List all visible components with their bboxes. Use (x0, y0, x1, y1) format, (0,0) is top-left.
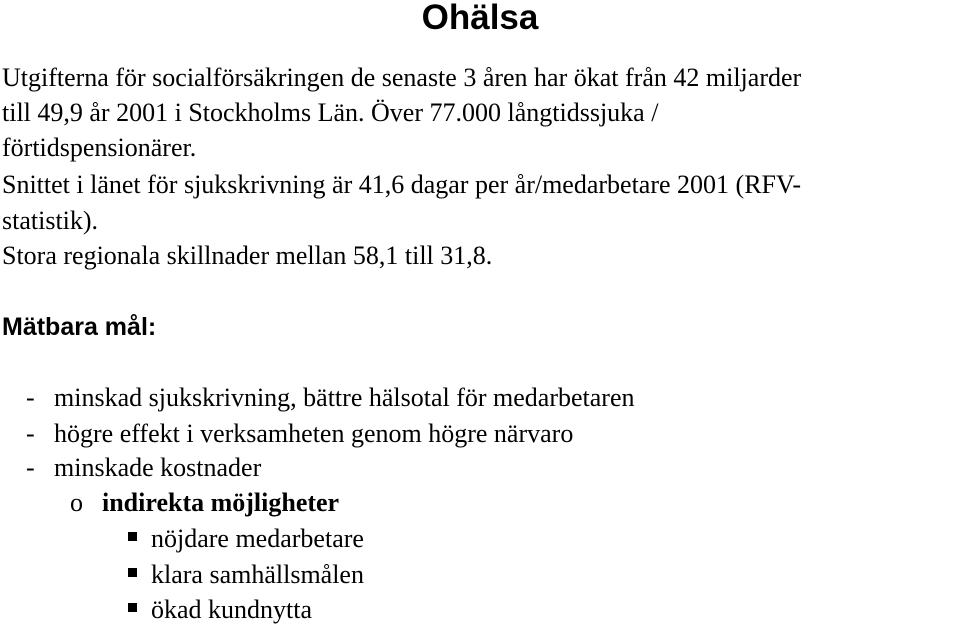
intro-line: statistik). (2, 206, 99, 235)
list-item-text: minskad sjukskrivning, bättre hälsotal för medarbetaren (54, 383, 635, 412)
sub-list-heading (70, 486, 339, 520)
intro-line: till 49,9 år 2001 i Stockholms Län. Över 77.000 långtidssjuka / (2, 98, 659, 127)
sub-list-item-text: klara samhällsmålen (151, 560, 364, 589)
intro-line: Utgifterna för socialförsäkringen de senaste 3 åren har ökat från 42 miljarder (2, 63, 802, 92)
square-bullet-icon (128, 532, 137, 541)
dash-bullet: - (26, 383, 35, 412)
sub-list-item-text: ökad kundnytta (151, 595, 313, 624)
sub-list-item-text: nöjdare medarbetare (151, 524, 364, 553)
square-bullet-icon (128, 568, 137, 577)
list-item-text: högre effekt i verksamheten genom högre närvaro (54, 419, 574, 448)
intro-line: Snittet i länet för sjukskrivning är 41,6 dagar per år/medarbetare 2001 (RFV- (2, 170, 802, 199)
list-item (26, 451, 261, 485)
sub-list-item (128, 522, 364, 556)
list-item (26, 417, 573, 451)
dash-bullet: - (26, 453, 35, 482)
sub-list-item (128, 593, 312, 627)
circle-bullet: o (70, 488, 83, 517)
sub-list-item (128, 558, 364, 592)
sub-list-heading-text: indirekta möjligheter (102, 488, 340, 517)
page-title: Ohälsa (421, 0, 539, 37)
intro-line: Stora regionala skillnader mellan 58,1 till 31,8. (2, 241, 493, 270)
dash-bullet: - (26, 419, 35, 448)
intro-line: förtidspensionärer. (2, 133, 197, 162)
square-bullet-icon (128, 603, 137, 612)
list-item-text: minskade kostnader (54, 453, 262, 482)
goals-heading: Mätbara mål: (2, 313, 157, 341)
list-item (26, 381, 635, 415)
